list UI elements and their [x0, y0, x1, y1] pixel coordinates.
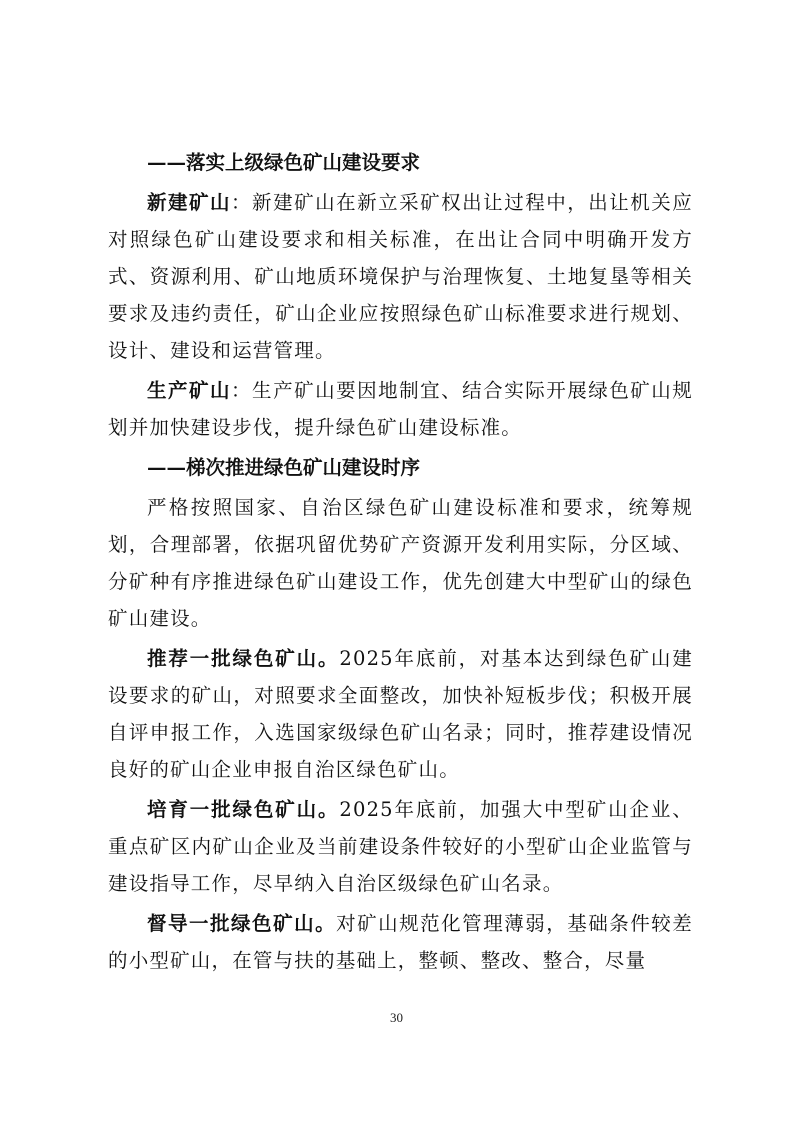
paragraph-text: ：生产矿山要因地制宜、结合实际开展绿色矿山规划并加快建设步伐，提升绿色矿山建设标准。: [108, 379, 693, 439]
paragraph: [108, 905, 693, 979]
paragraph-text: 对矿山规范化管理薄弱，基础条件较差的小型矿山，在管与扶的基础上，整顿、整改、整合，尽量: [108, 912, 693, 972]
paragraph-text: 严格按照国家、自治区绿色矿山建设标准和要求，统筹规划，合理部署，依据巩留优势矿产资源开发利用实际，分区域、分矿种有序推进绿色矿山建设工作，优先创建大中型矿山的绿色矿山建设。: [108, 496, 693, 630]
paragraph: [108, 640, 693, 788]
paragraph: [108, 791, 693, 902]
section-heading: ——梯次推进绿色矿山建设时序: [147, 456, 421, 479]
paragraph-lead: 培育一批绿色矿山。: [147, 798, 340, 821]
paragraph-lead: 督导一批绿色矿山。: [147, 912, 337, 935]
paragraph-text: 2025年底前，对基本达到绿色矿山建设要求的矿山，对照要求全面整改，加快补短板步伐；积极开展自评申报工作，入选国家级绿色矿山名录；同时，推荐建设情况良好的矿山企业申报自治区绿色矿山。: [108, 647, 693, 781]
paragraph: [108, 489, 693, 637]
paragraph: [108, 372, 693, 446]
paragraph-lead: 推荐一批绿色矿山。: [147, 647, 340, 670]
paragraph-lead: 生产矿山: [147, 379, 232, 402]
paragraph: [108, 184, 693, 369]
section-heading: ——落实上级绿色矿山建设要求: [147, 151, 421, 174]
paragraph-lead: 新建矿山: [147, 191, 232, 214]
paragraph-text: ：新建矿山在新立采矿权出让过程中，出让机关应对照绿色矿山建设要求和相关标准，在出让合同中明确开发方式、资源利用、矿山地质环境保护与治理恢复、土地复垦等相关要求及违约责任，矿山企业应按照绿色矿山标准要求进行规划、设计、建设和运营管理。: [108, 191, 693, 362]
page-number: 30: [390, 1010, 403, 1025]
body-text: [108, 144, 693, 979]
paragraph-text: 2025年底前，加强大中型矿山企业、重点矿区内矿山企业及当前建设条件较好的小型矿山企业监管与建设指导工作，尽早纳入自治区级绿色矿山名录。: [108, 798, 693, 895]
